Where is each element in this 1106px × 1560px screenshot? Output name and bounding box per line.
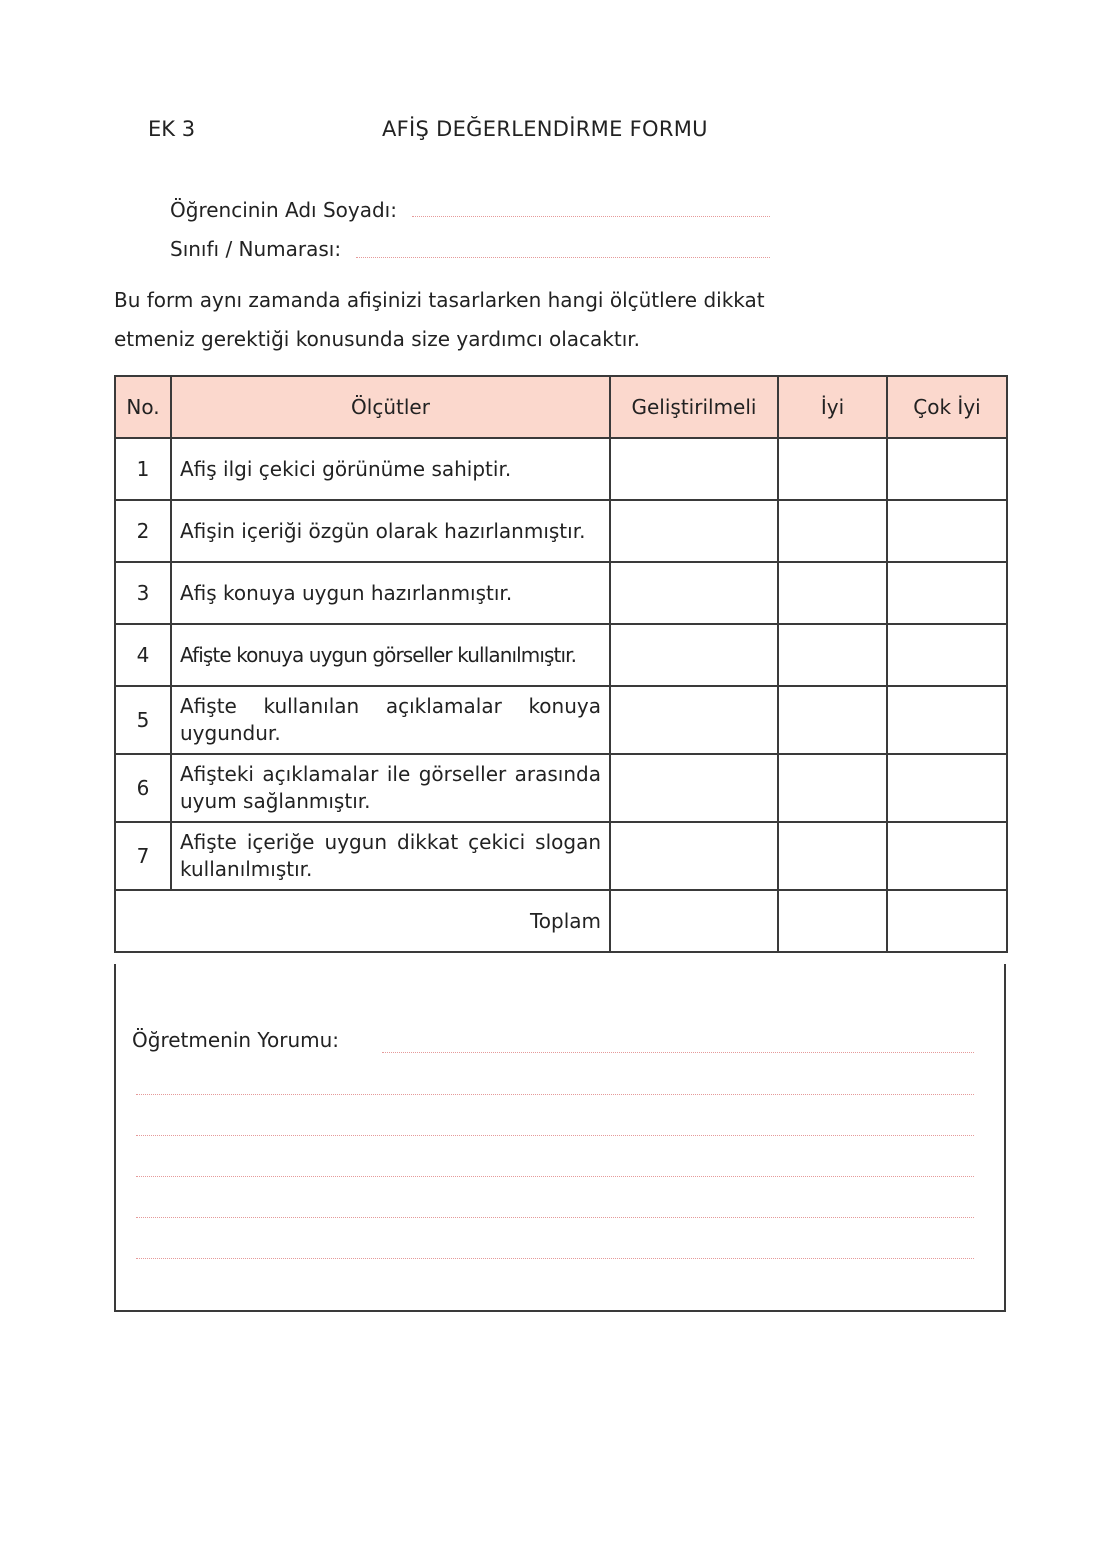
student-class-field[interactable] <box>356 257 770 258</box>
score-cell-needs-improvement[interactable] <box>610 438 778 500</box>
row-criterion: Afiş ilgi çekici görünüme sahiptir. <box>171 438 610 500</box>
comment-line[interactable] <box>382 1052 974 1053</box>
student-class-label: Sınıfı / Numarası: <box>170 237 342 261</box>
comment-line[interactable] <box>136 1258 974 1259</box>
score-cell-needs-improvement[interactable] <box>610 686 778 754</box>
score-cell-needs-improvement[interactable] <box>610 500 778 562</box>
score-cell-needs-improvement[interactable] <box>610 822 778 890</box>
total-cell-needs-improvement[interactable] <box>610 890 778 952</box>
score-cell-very-good[interactable] <box>887 438 1007 500</box>
score-cell-good[interactable] <box>778 624 887 686</box>
comment-line[interactable] <box>136 1217 974 1218</box>
score-cell-good[interactable] <box>778 500 887 562</box>
row-criterion: Afişte konuya uygun görseller kullanılmıştır. <box>171 624 610 686</box>
teacher-comment-box <box>114 964 1006 1312</box>
row-number: 4 <box>115 624 171 686</box>
score-cell-needs-improvement[interactable] <box>610 562 778 624</box>
total-cell-good[interactable] <box>778 890 887 952</box>
row-number: 7 <box>115 822 171 890</box>
table-row <box>115 438 1007 500</box>
total-row <box>115 890 1007 952</box>
score-cell-very-good[interactable] <box>887 500 1007 562</box>
score-cell-very-good[interactable] <box>887 562 1007 624</box>
row-number: 6 <box>115 754 171 822</box>
header-no: No. <box>115 376 171 438</box>
table-row <box>115 754 1007 822</box>
row-number: 3 <box>115 562 171 624</box>
total-label: Toplam <box>115 890 610 952</box>
table-row <box>115 500 1007 562</box>
table-row <box>115 624 1007 686</box>
header-good: İyi <box>778 376 887 438</box>
row-number: 1 <box>115 438 171 500</box>
table-row <box>115 562 1007 624</box>
score-cell-very-good[interactable] <box>887 822 1007 890</box>
row-criterion: Afişte içeriğe uygun dikkat çekici slogan kullanılmıştır. <box>171 822 610 890</box>
teacher-comment-label: Öğretmenin Yorumu: <box>132 1028 340 1052</box>
score-cell-needs-improvement[interactable] <box>610 754 778 822</box>
score-cell-good[interactable] <box>778 686 887 754</box>
intro-line-1: Bu form aynı zamanda afişinizi tasarlarken hangi ölçütlere dikkat <box>114 288 765 312</box>
row-number: 5 <box>115 686 171 754</box>
table-row <box>115 686 1007 754</box>
score-cell-very-good[interactable] <box>887 624 1007 686</box>
row-criterion: Afişin içeriği özgün olarak hazırlanmıştır. <box>171 500 610 562</box>
header-very-good: Çok İyi <box>887 376 1007 438</box>
score-cell-good[interactable] <box>778 822 887 890</box>
comment-line[interactable] <box>136 1094 974 1095</box>
appendix-label: EK 3 <box>148 117 196 141</box>
comment-line[interactable] <box>136 1176 974 1177</box>
row-criterion: Afişte kullanılan açıklamalar konuya uygundur. <box>171 686 610 754</box>
student-name-field[interactable] <box>412 216 770 217</box>
score-cell-needs-improvement[interactable] <box>610 624 778 686</box>
header-criteria: Ölçütler <box>171 376 610 438</box>
total-cell-very-good[interactable] <box>887 890 1007 952</box>
score-cell-good[interactable] <box>778 438 887 500</box>
student-name-label: Öğrencinin Adı Soyadı: <box>170 198 397 222</box>
score-cell-very-good[interactable] <box>887 686 1007 754</box>
table-row <box>115 822 1007 890</box>
score-cell-good[interactable] <box>778 562 887 624</box>
intro-line-2: etmeniz gerektiği konusunda size yardımcı olacaktır. <box>114 327 641 351</box>
form-title: AFİŞ DEĞERLENDİRME FORMU <box>382 117 708 141</box>
score-cell-good[interactable] <box>778 754 887 822</box>
score-cell-very-good[interactable] <box>887 754 1007 822</box>
row-criterion: Afiş konuya uygun hazırlanmıştır. <box>171 562 610 624</box>
evaluation-table <box>114 375 1008 953</box>
comment-line[interactable] <box>136 1135 974 1136</box>
header-needs-improvement: Geliştirilmeli <box>610 376 778 438</box>
table-header-row <box>115 376 1007 438</box>
row-number: 2 <box>115 500 171 562</box>
row-criterion: Afişteki açıklamalar ile görseller arasında uyum sağlanmıştır. <box>171 754 610 822</box>
